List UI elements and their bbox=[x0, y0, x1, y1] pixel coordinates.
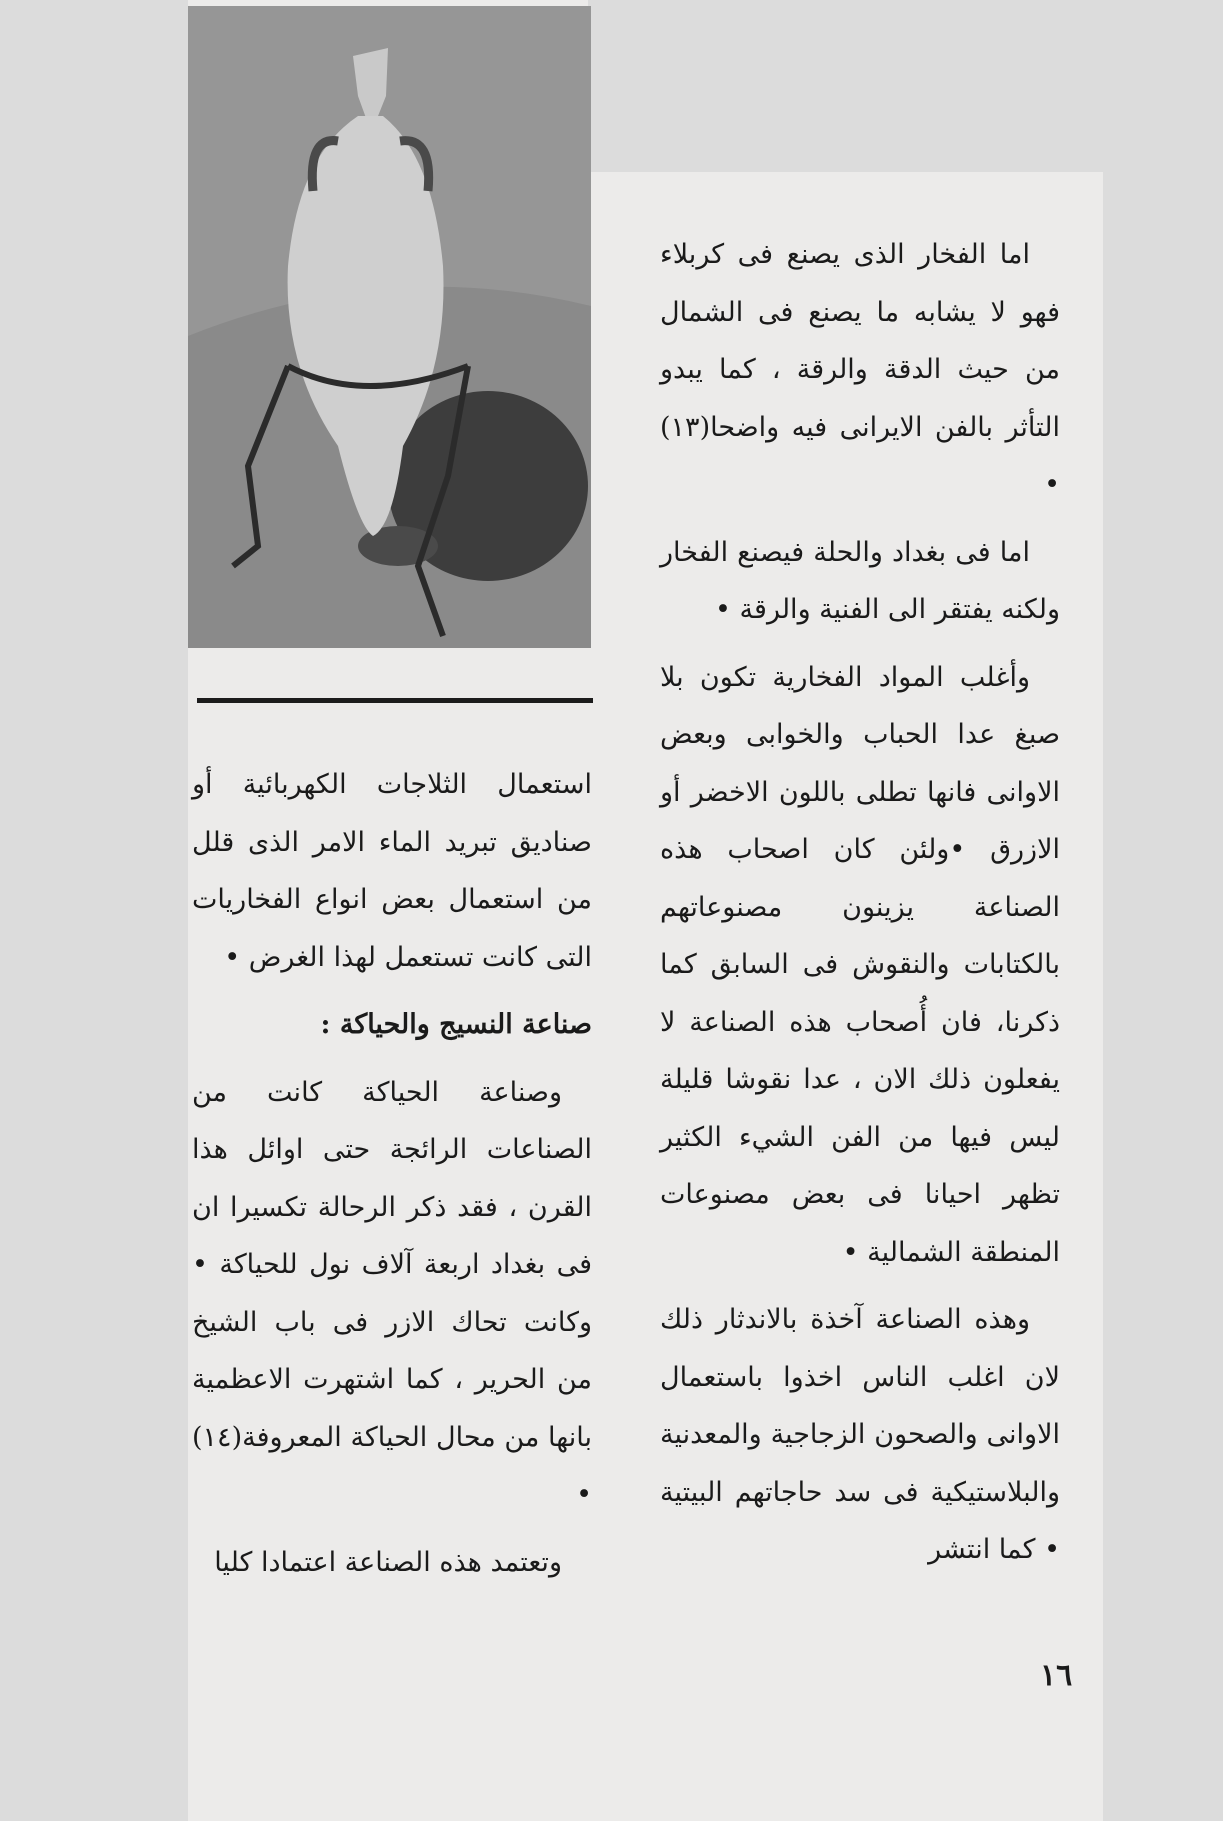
paragraph: وصناعة الحياكة كانت من الصناعات الرائجة حتى اوائل هذا القرن ، فقد ذكر الرحالة تكسيرا ان فى بغداد اربعة آلاف نول للحياكة • وكانت تحاك الازر فى باب الشيخ من الحرير ، كما اشتهرت الاعظمية بانها من محال الحياكة المعروفة(١٤) • bbox=[192, 1076, 592, 1510]
section-divider bbox=[197, 698, 593, 703]
left-text-column bbox=[192, 756, 592, 1601]
paragraph: وتعتمد هذه الصناعة اعتمادا كليا bbox=[214, 1546, 562, 1578]
section-heading: صناعة النسيج والحياكة : bbox=[320, 1009, 592, 1040]
paragraph: وأغلب المواد الفخارية تكون بلا صبغ عدا الحباب والخوابى وبعض الاوانى فانها تطلى باللون الاخضر أو الازرق •ولئن كان اصحاب هذه الصناعة يزينون مصنوعاتهم بالكتابات والنقوش فى السابق كما ذكرنا، فان أُصحاب هذه الصناعة لا يفعلون ذلك الان ، عدا نقوشا قليلة ليس فيها من الفن الشيء الكثير تظهر احيانا فى بعض مصنوعات المنطقة الشمالية • bbox=[660, 661, 1060, 1268]
paragraph: استعمال الثلاجات الكهربائية أو صناديق تبريد الماء الامر الذى قلل من استعمال بعض انواع الفخاريات التى كانت تستعمل لهذا الغرض • bbox=[192, 769, 592, 973]
paragraph: اما فى بغداد والحلة فيصنع الفخار ولكنه يفتقر الى الفنية والرقة • bbox=[660, 536, 1060, 625]
paragraph: اما الفخار الذى يصنع فى كربلاء فهو لا يشابه ما يصنع فى الشمال من حيث الدقة والرقة ، كما يبدو التأثر بالفن الايرانى فيه واضحا(١٣) • bbox=[660, 239, 1060, 500]
jar-illustration-icon bbox=[188, 6, 591, 648]
page-number: ١٦ bbox=[1040, 1658, 1073, 1693]
clay-jar-photo bbox=[188, 6, 591, 648]
paragraph: وهذه الصناعة آخذة بالاندثار ذلك لان اغلب الناس اخذوا باستعمال الاوانى والصحون الزجاجية والمعدنية والبلاستيكية فى سد حاجاتهم البيتية • كما انتشر bbox=[660, 1304, 1060, 1565]
right-text-column bbox=[660, 226, 1060, 1589]
page-top-margin bbox=[588, 0, 1103, 172]
